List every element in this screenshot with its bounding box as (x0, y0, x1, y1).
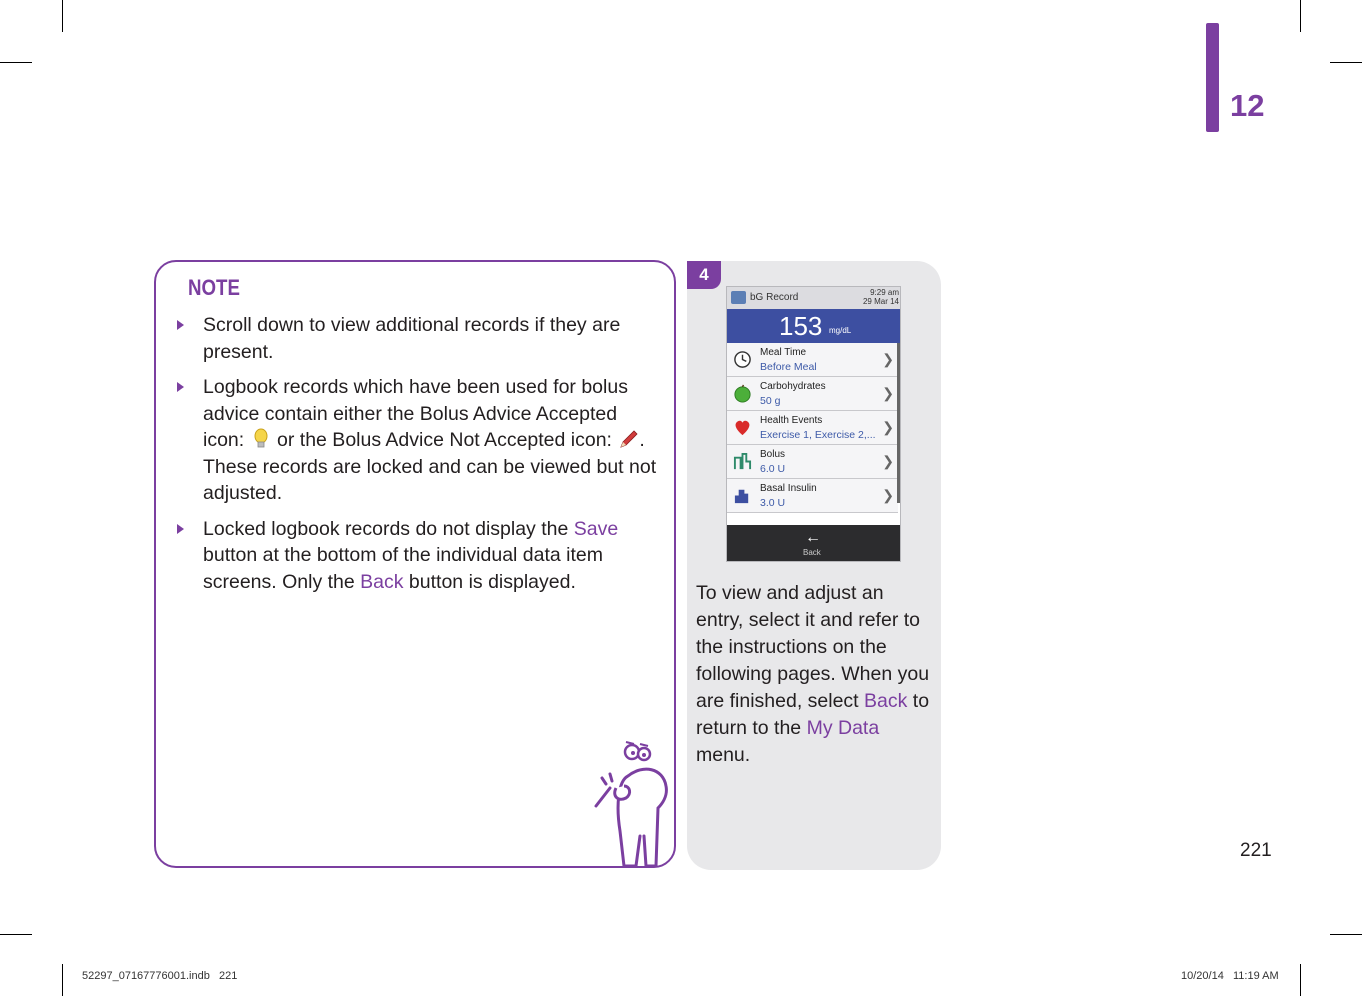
chevron-right-icon: ❯ (882, 351, 894, 367)
bolus-icon (733, 452, 752, 471)
apple-icon (733, 384, 752, 403)
chevron-right-icon: ❯ (882, 419, 894, 435)
device-row-bolus[interactable] (727, 445, 898, 479)
chapter-number: 12 (1230, 88, 1265, 123)
bullet-icon (177, 320, 184, 330)
row-value: 50 g (760, 395, 781, 407)
row-value: 3.0 U (760, 497, 786, 509)
note-item (173, 374, 663, 507)
device-screenshot (726, 286, 901, 562)
my-data-term: My Data (806, 717, 880, 739)
device-time: 9:29 am (870, 288, 899, 297)
crop-mark (1330, 934, 1362, 935)
device-row-basal-insulin[interactable] (727, 479, 898, 513)
bg-value: 153 (779, 311, 823, 341)
note-item (173, 312, 663, 365)
note-item-text: button is displayed. (403, 570, 576, 593)
device-datetime (863, 288, 899, 306)
row-value: 6.0 U (760, 463, 786, 475)
crop-mark (1300, 0, 1301, 32)
row-label: Meal Time (760, 347, 807, 358)
crop-mark (1300, 964, 1301, 996)
crop-mark (1330, 62, 1362, 63)
basal-icon (733, 486, 752, 505)
crop-mark (0, 934, 32, 935)
bullet-icon (177, 524, 184, 534)
note-item-text: or the Bolus Advice Not Accepted icon: (271, 429, 618, 451)
print-slug-file: 52297_07167776001.indb 221 (82, 970, 238, 982)
chevron-right-icon: ❯ (882, 385, 894, 401)
note-item-text: . These records are locked and can be viewed but not adjusted. (203, 429, 657, 504)
step-instructions (696, 580, 936, 769)
crop-mark (0, 62, 32, 63)
device-back-button[interactable]: Back (803, 548, 821, 557)
crop-mark (62, 964, 63, 996)
crop-mark (62, 0, 63, 32)
step-number-badge: 4 (687, 261, 721, 289)
row-value: Exercise 1, Exercise 2,... (760, 429, 876, 441)
page-number: 221 (1240, 840, 1272, 861)
row-value: Before Meal (760, 361, 817, 373)
note-list (173, 312, 663, 604)
print-slug-date: 10/20/14 11:19 AM (1181, 970, 1279, 982)
row-label: Bolus (760, 449, 786, 460)
bg-unit: mg/dL (829, 326, 852, 335)
heart-icon (733, 418, 752, 437)
note-item (173, 516, 663, 596)
note-item-text: Scroll down to view additional records if they are present. (203, 314, 621, 363)
note-item-text: Logbook records which have been used for bolus advice contain either the Bolus Advice Accepted icon: (203, 376, 628, 451)
thinking-mascot-icon (588, 736, 678, 868)
back-term: Back (360, 570, 404, 593)
bullet-icon (177, 382, 184, 392)
back-arrow-icon[interactable]: ← (805, 529, 821, 546)
step-text: menu. (696, 744, 751, 766)
note-item-text: Locked logbook records do not display the (203, 517, 574, 540)
save-term: Save (573, 517, 619, 540)
clock-icon (733, 350, 752, 369)
note-title: NOTE (188, 275, 240, 300)
chevron-right-icon: ❯ (882, 487, 894, 503)
device-row-health-events[interactable] (727, 411, 898, 445)
device-bg-value (727, 309, 901, 343)
pencil-icon (617, 428, 639, 450)
step-text: To view and adjust an entry, select it and refer to the instructions on the following pages. When you are finished, select (696, 582, 930, 712)
lightbulb-icon (250, 428, 272, 450)
row-label: Health Events (760, 415, 823, 426)
device-title: bG Record (750, 292, 799, 303)
device-footer (727, 525, 901, 562)
device-header (727, 287, 901, 310)
device-row-carbohydrates[interactable] (727, 377, 898, 411)
back-term: Back (864, 690, 908, 712)
note-item-text: button at the bottom of the individual data item screens. Only the (203, 544, 604, 593)
bg-record-icon (731, 291, 746, 304)
chapter-tab-bar (1206, 23, 1219, 132)
chevron-right-icon: ❯ (882, 453, 894, 469)
device-scrollbar[interactable] (897, 343, 900, 503)
step-text: to return to the (696, 690, 930, 739)
row-label: Basal Insulin (760, 483, 817, 494)
device-row-meal-time[interactable] (727, 343, 898, 377)
device-date: 29 Mar 14 (862, 297, 899, 306)
row-label: Carbohydrates (760, 381, 826, 392)
